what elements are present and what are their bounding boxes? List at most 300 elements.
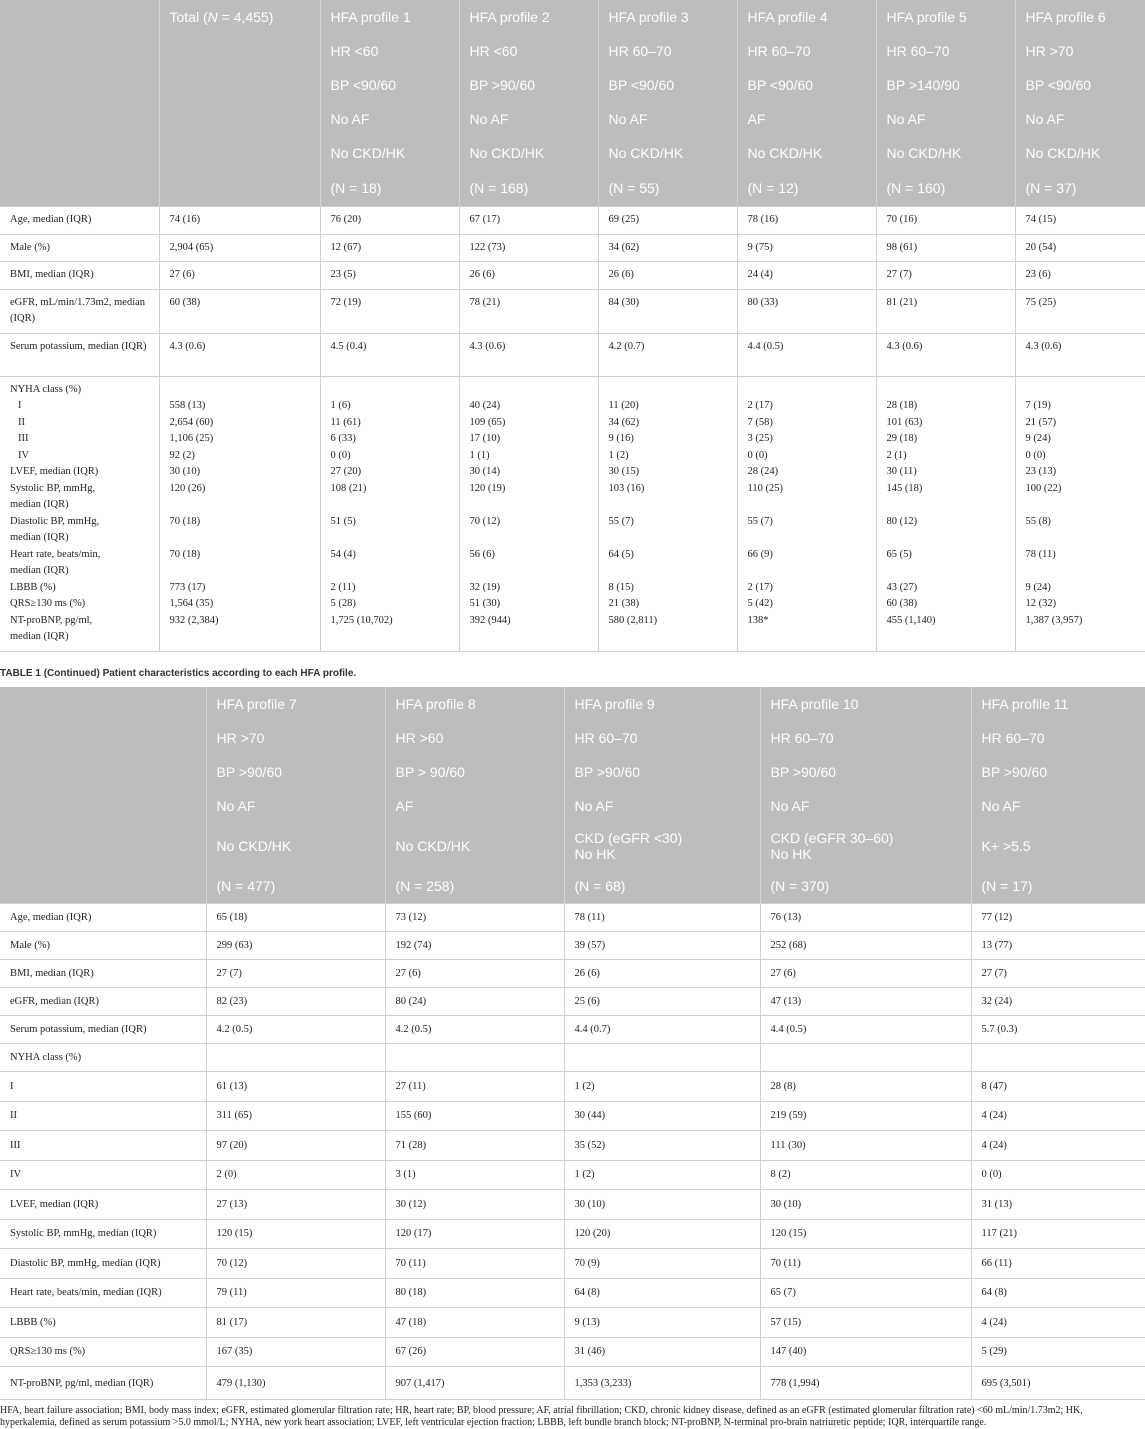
- grouped-values: [737, 376, 876, 651]
- header-cell: HFA profile 1: [320, 0, 459, 34]
- grouped-values: [320, 376, 459, 651]
- cell-value: [1026, 497, 1136, 514]
- header-cell: HR 60–70: [876, 34, 1015, 68]
- header-blank-cell: [0, 136, 159, 170]
- cell-value: 31 (46): [564, 1337, 760, 1367]
- cell-value: 11 (61): [330, 416, 361, 428]
- header-cell: No AF: [760, 789, 971, 823]
- cell-value: [170, 530, 310, 547]
- row-label: eGFR, median (IQR): [0, 988, 206, 1016]
- cell-value: 145 (18): [886, 482, 923, 494]
- cell-value: 30 (11): [886, 466, 917, 477]
- cell-value: 4.2 (0.5): [206, 1016, 385, 1044]
- header-cell: HR 60–70: [971, 721, 1145, 755]
- cell-value: 82 (23): [206, 988, 385, 1016]
- cell-value: [748, 530, 866, 547]
- cell-value: [470, 563, 588, 580]
- header-row: [0, 687, 1145, 721]
- cell-value: 32 (24): [971, 988, 1145, 1016]
- header-blank-cell: [0, 0, 159, 34]
- cell-value: 55 (8): [1025, 515, 1051, 527]
- row-label: LVEF, median (IQR): [10, 466, 99, 477]
- table-row: [0, 932, 1145, 960]
- cell-value: 11 (20): [608, 400, 639, 411]
- cell-value: 78 (11): [564, 904, 760, 932]
- row-label: median (IQR): [10, 499, 69, 510]
- cell-value: 40 (24): [469, 400, 501, 411]
- cell-value: 2 (1): [886, 449, 907, 461]
- cell-value: 138*: [747, 614, 769, 626]
- patient-characteristics-table-part2: [0, 687, 1145, 1400]
- header-blank-cell: [0, 34, 159, 68]
- cell-value: 4 (24): [971, 1131, 1145, 1161]
- cell-value: 1,106 (25): [169, 433, 214, 444]
- table-row: [0, 960, 1145, 988]
- cell-value: 20 (54): [1015, 234, 1145, 262]
- table-row: [0, 1160, 1145, 1190]
- header-cell: HR 60–70: [598, 34, 737, 68]
- cell-value: 30 (14): [469, 466, 501, 477]
- cell-value: 1,353 (3,233): [564, 1367, 760, 1400]
- cell-value: 29 (18): [886, 433, 918, 444]
- table-row: [0, 262, 1145, 290]
- header-cell: (N = 12): [737, 170, 876, 207]
- table-row: [0, 988, 1145, 1016]
- cell-value: 30 (10): [169, 466, 201, 477]
- cell-value: 92 (2): [169, 449, 195, 461]
- header-cell: BP <90/60: [1015, 68, 1145, 102]
- cell-value: 1,564 (35): [169, 598, 214, 609]
- cell-value: 24 (4): [737, 262, 876, 290]
- row-label: median (IQR): [10, 631, 69, 642]
- header-cell: No AF: [598, 102, 737, 136]
- cell-value: [564, 1044, 760, 1072]
- table-footnote: HFA, heart failure association; BMI, body mass index; eGFR, estimated glomerular filtration rate; HR, heart rate; BP, blood pressure; AF, atrial fibrillation; CKD, chronic kidney disease, defined as an eGFR (estimated glomerular filtration rate) <60 mL/min/1.73m2; HK, hyperkalemia, defined as serum potassium >5.0 mmol/L; NYHA, new york heart association; LVEF, left ventricular ejection fraction; LBBB, left bundle branch block; NT-proBNP, N-terminal pro-brain natriuretic peptide; IQR, interquartile range.: [0, 1405, 1083, 1428]
- cell-value: 66 (9): [747, 548, 773, 560]
- cell-value: 120 (15): [206, 1219, 385, 1249]
- header-blank-cell: [0, 869, 206, 904]
- row-label: LVEF, median (IQR): [0, 1190, 206, 1220]
- cell-value: 4.3 (0.6): [459, 333, 598, 376]
- cell-value: 51 (5): [330, 515, 356, 527]
- row-label: III: [18, 433, 29, 444]
- row-label: Age, median (IQR): [0, 207, 159, 235]
- patient-characteristics-table-part1: [0, 0, 1145, 652]
- cell-value: [385, 1044, 564, 1072]
- header-cell: BP >90/60: [760, 755, 971, 789]
- header-cell: HFA profile 10: [760, 687, 971, 721]
- row-label: median (IQR): [10, 532, 69, 543]
- header-cell: HR >70: [206, 721, 385, 755]
- cell-value: 80 (33): [737, 289, 876, 333]
- cell-value: [609, 530, 727, 547]
- header-cell: No AF: [320, 102, 459, 136]
- cell-value: 4.2 (0.5): [385, 1016, 564, 1044]
- cell-value: 8 (15): [608, 581, 634, 593]
- row-label: NT-proBNP, pg/ml, median (IQR): [0, 1367, 206, 1400]
- header-cell: No CKD/HK: [876, 136, 1015, 170]
- cell-value: [1026, 382, 1136, 399]
- table-row: [0, 1131, 1145, 1161]
- cell-value: 28 (24): [747, 466, 779, 477]
- row-label: NYHA class (%): [10, 383, 82, 395]
- header-blank-cell: [0, 102, 159, 136]
- cell-value: 26 (6): [564, 960, 760, 988]
- cell-value: 8 (2): [760, 1160, 971, 1190]
- cell-value: 101 (63): [886, 416, 923, 428]
- cell-value: [971, 1044, 1145, 1072]
- cell-value: 4.3 (0.6): [1015, 333, 1145, 376]
- cell-value: 35 (52): [564, 1131, 760, 1161]
- row-label: Diastolic BP, mmHg,: [10, 515, 100, 527]
- cell-value: 21 (57): [1025, 416, 1057, 428]
- header-cell: (N = 168): [459, 170, 598, 207]
- cell-value: 30 (10): [760, 1190, 971, 1220]
- header-row: [0, 102, 1145, 136]
- header-row: [0, 869, 1145, 904]
- cell-value: 79 (11): [206, 1278, 385, 1308]
- table-row: [0, 1190, 1145, 1220]
- cell-value: 1 (2): [564, 1160, 760, 1190]
- grouped-values: [876, 376, 1015, 651]
- row-label: Systolic BP, mmHg, median (IQR): [0, 1219, 206, 1249]
- cell-value: 66 (11): [971, 1249, 1145, 1279]
- cell-value: 26 (6): [459, 262, 598, 290]
- cell-value: 27 (20): [330, 466, 362, 477]
- cell-value: 23 (5): [320, 262, 459, 290]
- cell-value: [470, 530, 588, 547]
- row-label: I: [18, 400, 22, 411]
- header-row: [0, 789, 1145, 823]
- cell-value: 57 (15): [760, 1308, 971, 1338]
- table-row: [0, 1278, 1145, 1308]
- header-cell: AF: [737, 102, 876, 136]
- grouped-values: [1015, 376, 1145, 651]
- cell-value: [1026, 563, 1136, 580]
- header-cell: No CKD/HK: [737, 136, 876, 170]
- cell-value: 3 (1): [385, 1160, 564, 1190]
- cell-value: 111 (30): [760, 1131, 971, 1161]
- cell-value: 12 (67): [320, 234, 459, 262]
- header-blank-cell: [0, 789, 206, 823]
- cell-value: [609, 497, 727, 514]
- table-row: [0, 1016, 1145, 1044]
- header-row: [0, 755, 1145, 789]
- cell-value: [470, 382, 588, 399]
- cell-value: 1,725 (10,702): [330, 614, 393, 626]
- cell-value: 9 (24): [1025, 581, 1051, 593]
- cell-value: 122 (73): [459, 234, 598, 262]
- table-row: [0, 289, 1145, 333]
- table-caption: TABLE 1 (Continued) Patient characteristics according to each HFA profile.: [0, 668, 357, 679]
- cell-value: 56 (6): [469, 548, 495, 560]
- header-cell: No CKD/HK: [320, 136, 459, 170]
- header-cell: HR 60–70: [760, 721, 971, 755]
- header-cell: HFA profile 6: [1015, 0, 1145, 34]
- cell-value: 30 (44): [564, 1101, 760, 1131]
- cell-value: 27 (7): [876, 262, 1015, 290]
- cell-value: [170, 563, 310, 580]
- header-row: [0, 170, 1145, 207]
- header-row: [0, 0, 1145, 34]
- cell-value: 54 (4): [330, 548, 356, 560]
- header-cell: HFA profile 8: [385, 687, 564, 721]
- cell-value: 117 (21): [971, 1219, 1145, 1249]
- cell-value: 120 (20): [564, 1219, 760, 1249]
- cell-value: 695 (3,501): [971, 1367, 1145, 1400]
- cell-value: 81 (21): [876, 289, 1015, 333]
- header-cell: CKD (eGFR 30–60) No HK: [760, 823, 971, 869]
- cell-value: 34 (62): [598, 234, 737, 262]
- cell-value: 103 (16): [608, 482, 645, 494]
- cell-value: 9 (24): [1025, 433, 1051, 444]
- header-cell: HR >70: [1015, 34, 1145, 68]
- cell-value: 77 (12): [971, 904, 1145, 932]
- table-row: [0, 1249, 1145, 1279]
- grouped-row: [0, 376, 1145, 651]
- row-label: eGFR, mL/min/1.73m2, median (IQR): [0, 289, 159, 333]
- cell-value: 558 (13): [169, 400, 206, 411]
- cell-value: 120 (26): [169, 482, 206, 494]
- cell-value: 7 (58): [747, 416, 773, 428]
- row-label: QRS≥130 ms (%): [10, 598, 86, 609]
- grouped-values: [159, 376, 320, 651]
- cell-value: 39 (57): [564, 932, 760, 960]
- cell-value: 61 (13): [206, 1072, 385, 1102]
- cell-value: 67 (17): [459, 207, 598, 235]
- row-label: LBBB (%): [10, 581, 56, 593]
- cell-value: 5 (28): [330, 598, 356, 609]
- cell-value: 25 (6): [564, 988, 760, 1016]
- cell-value: 23 (6): [1015, 262, 1145, 290]
- cell-value: [1026, 530, 1136, 547]
- cell-value: 78 (11): [1025, 548, 1056, 560]
- header-blank-cell: [0, 170, 159, 207]
- cell-value: 26 (6): [598, 262, 737, 290]
- cell-value: 70 (11): [760, 1249, 971, 1279]
- cell-value: 80 (18): [385, 1278, 564, 1308]
- header-cell: HR 60–70: [737, 34, 876, 68]
- header-cell: Total (N = 4,455): [159, 0, 320, 34]
- cell-value: 2 (17): [747, 400, 773, 411]
- cell-value: 4.4 (0.7): [564, 1016, 760, 1044]
- cell-value: 34 (62): [608, 416, 640, 428]
- cell-value: [170, 497, 310, 514]
- cell-value: 72 (19): [320, 289, 459, 333]
- row-label: Serum potassium, median (IQR): [0, 1016, 206, 1044]
- cell-value: 80 (12): [886, 515, 918, 527]
- header-cell: AF: [385, 789, 564, 823]
- header-cell: BP >90/60: [459, 68, 598, 102]
- row-label: Heart rate, beats/min,: [10, 548, 101, 560]
- cell-value: [170, 629, 310, 646]
- cell-value: [170, 382, 310, 399]
- cell-value: 70 (18): [169, 515, 201, 527]
- cell-value: 60 (38): [886, 598, 918, 609]
- header-cell: BP <90/60: [320, 68, 459, 102]
- cell-value: 219 (59): [760, 1101, 971, 1131]
- header-cell: HFA profile 9: [564, 687, 760, 721]
- header-cell: HFA profile 5: [876, 0, 1015, 34]
- header-cell: (N = 17): [971, 869, 1145, 904]
- cell-value: 4.5 (0.4): [320, 333, 459, 376]
- header-cell: BP >90/60: [564, 755, 760, 789]
- cell-value: 71 (28): [385, 1131, 564, 1161]
- header-cell: [159, 34, 320, 68]
- cell-value: 65 (7): [760, 1278, 971, 1308]
- cell-value: [470, 497, 588, 514]
- cell-value: [470, 629, 588, 646]
- row-label: Diastolic BP, mmHg, median (IQR): [0, 1249, 206, 1279]
- cell-value: 23 (13): [1025, 466, 1057, 477]
- cell-value: [609, 629, 727, 646]
- cell-value: [331, 563, 449, 580]
- cell-value: [331, 382, 449, 399]
- cell-value: 1 (6): [330, 400, 351, 411]
- header-cell: No CKD/HK: [598, 136, 737, 170]
- cell-value: 2 (0): [206, 1160, 385, 1190]
- cell-value: 5.7 (0.3): [971, 1016, 1145, 1044]
- cell-value: 76 (20): [320, 207, 459, 235]
- header-row: [0, 34, 1145, 68]
- cell-value: 778 (1,994): [760, 1367, 971, 1400]
- cell-value: 7 (19): [1025, 400, 1051, 411]
- table-row: [0, 1044, 1145, 1072]
- cell-value: 73 (12): [385, 904, 564, 932]
- cell-value: 27 (7): [206, 960, 385, 988]
- row-label: Serum potassium, median (IQR): [0, 333, 159, 376]
- cell-value: 2,904 (65): [159, 234, 320, 262]
- header-cell: [159, 136, 320, 170]
- cell-value: 932 (2,384): [169, 614, 219, 626]
- cell-value: 108 (21): [330, 482, 367, 494]
- cell-value: 311 (65): [206, 1101, 385, 1131]
- cell-value: 70 (11): [385, 1249, 564, 1279]
- cell-value: 47 (13): [760, 988, 971, 1016]
- cell-value: [331, 497, 449, 514]
- header-cell: (N = 477): [206, 869, 385, 904]
- row-label: Male (%): [0, 932, 206, 960]
- cell-value: 30 (15): [608, 466, 640, 477]
- header-cell: No CKD/HK: [459, 136, 598, 170]
- header-row: [0, 136, 1145, 170]
- cell-value: 0 (0): [330, 449, 351, 461]
- header-cell: HFA profile 11: [971, 687, 1145, 721]
- header-cell: No AF: [876, 102, 1015, 136]
- table-row: [0, 234, 1145, 262]
- cell-value: 70 (12): [206, 1249, 385, 1279]
- cell-value: 455 (1,140): [886, 614, 936, 626]
- header-cell: (N = 37): [1015, 170, 1145, 207]
- table-row: [0, 1367, 1145, 1400]
- cell-value: 4.2 (0.7): [598, 333, 737, 376]
- header-cell: No CKD/HK: [206, 823, 385, 869]
- header-blank-cell: [0, 823, 206, 869]
- cell-value: 1 (2): [564, 1072, 760, 1102]
- cell-value: 0 (0): [1025, 449, 1046, 461]
- cell-value: 5 (42): [747, 598, 773, 609]
- table-row: [0, 1337, 1145, 1367]
- cell-value: [331, 530, 449, 547]
- cell-value: 97 (20): [206, 1131, 385, 1161]
- cell-value: 65 (18): [206, 904, 385, 932]
- cell-value: 1,387 (3,957): [1025, 614, 1083, 626]
- cell-value: 109 (65): [469, 416, 506, 428]
- cell-value: [609, 382, 727, 399]
- cell-value: 12 (32): [1025, 598, 1057, 609]
- header-cell: HFA profile 3: [598, 0, 737, 34]
- cell-value: 2,654 (60): [169, 416, 214, 428]
- table-row: [0, 904, 1145, 932]
- cell-value: [748, 629, 866, 646]
- cell-value: 299 (63): [206, 932, 385, 960]
- cell-value: 192 (74): [385, 932, 564, 960]
- header-cell: HFA profile 4: [737, 0, 876, 34]
- cell-value: [609, 563, 727, 580]
- cell-value: 65 (5): [886, 548, 912, 560]
- header-cell: No CKD/HK: [1015, 136, 1145, 170]
- cell-value: 4.3 (0.6): [876, 333, 1015, 376]
- cell-value: 580 (2,811): [608, 614, 658, 626]
- cell-value: 70 (9): [564, 1249, 760, 1279]
- cell-value: 0 (0): [971, 1160, 1145, 1190]
- row-label: NT-proBNP, pg/ml,: [10, 614, 93, 626]
- cell-value: 32 (19): [469, 581, 501, 593]
- header-cell: [159, 102, 320, 136]
- header-blank-cell: [0, 755, 206, 789]
- cell-value: 21 (38): [608, 598, 640, 609]
- cell-value: 27 (6): [760, 960, 971, 988]
- header-cell: (N = 68): [564, 869, 760, 904]
- header-blank-cell: [0, 687, 206, 721]
- cell-value: 252 (68): [760, 932, 971, 960]
- cell-value: 60 (38): [159, 289, 320, 333]
- cell-value: 28 (18): [886, 400, 918, 411]
- cell-value: 4.4 (0.5): [760, 1016, 971, 1044]
- cell-value: 2 (17): [747, 581, 773, 593]
- cell-value: 0 (0): [747, 449, 768, 461]
- cell-value: 30 (10): [564, 1190, 760, 1220]
- header-cell: (N = 160): [876, 170, 1015, 207]
- cell-value: 76 (13): [760, 904, 971, 932]
- cell-value: [887, 497, 1005, 514]
- table-row: [0, 1219, 1145, 1249]
- cell-value: [887, 382, 1005, 399]
- cell-value: 773 (17): [169, 581, 206, 593]
- cell-value: 78 (16): [737, 207, 876, 235]
- cell-value: 27 (7): [971, 960, 1145, 988]
- header-cell: HR 60–70: [564, 721, 760, 755]
- cell-value: 392 (944): [469, 614, 511, 626]
- header-cell: HR >60: [385, 721, 564, 755]
- row-label: QRS≥130 ms (%): [0, 1337, 206, 1367]
- header-row: [0, 721, 1145, 755]
- header-cell: [159, 170, 320, 207]
- cell-value: [748, 382, 866, 399]
- header-cell: No AF: [459, 102, 598, 136]
- header-cell: HFA profile 7: [206, 687, 385, 721]
- cell-value: 2 (11): [330, 581, 356, 593]
- cell-value: 81 (17): [206, 1308, 385, 1338]
- header-cell: BP <90/60: [737, 68, 876, 102]
- row-label: BMI, median (IQR): [0, 960, 206, 988]
- cell-value: [887, 530, 1005, 547]
- header-cell: BP > 90/60: [385, 755, 564, 789]
- cell-value: 4.3 (0.6): [159, 333, 320, 376]
- header-cell: HR <60: [320, 34, 459, 68]
- cell-value: 5 (29): [971, 1337, 1145, 1367]
- cell-value: 74 (16): [159, 207, 320, 235]
